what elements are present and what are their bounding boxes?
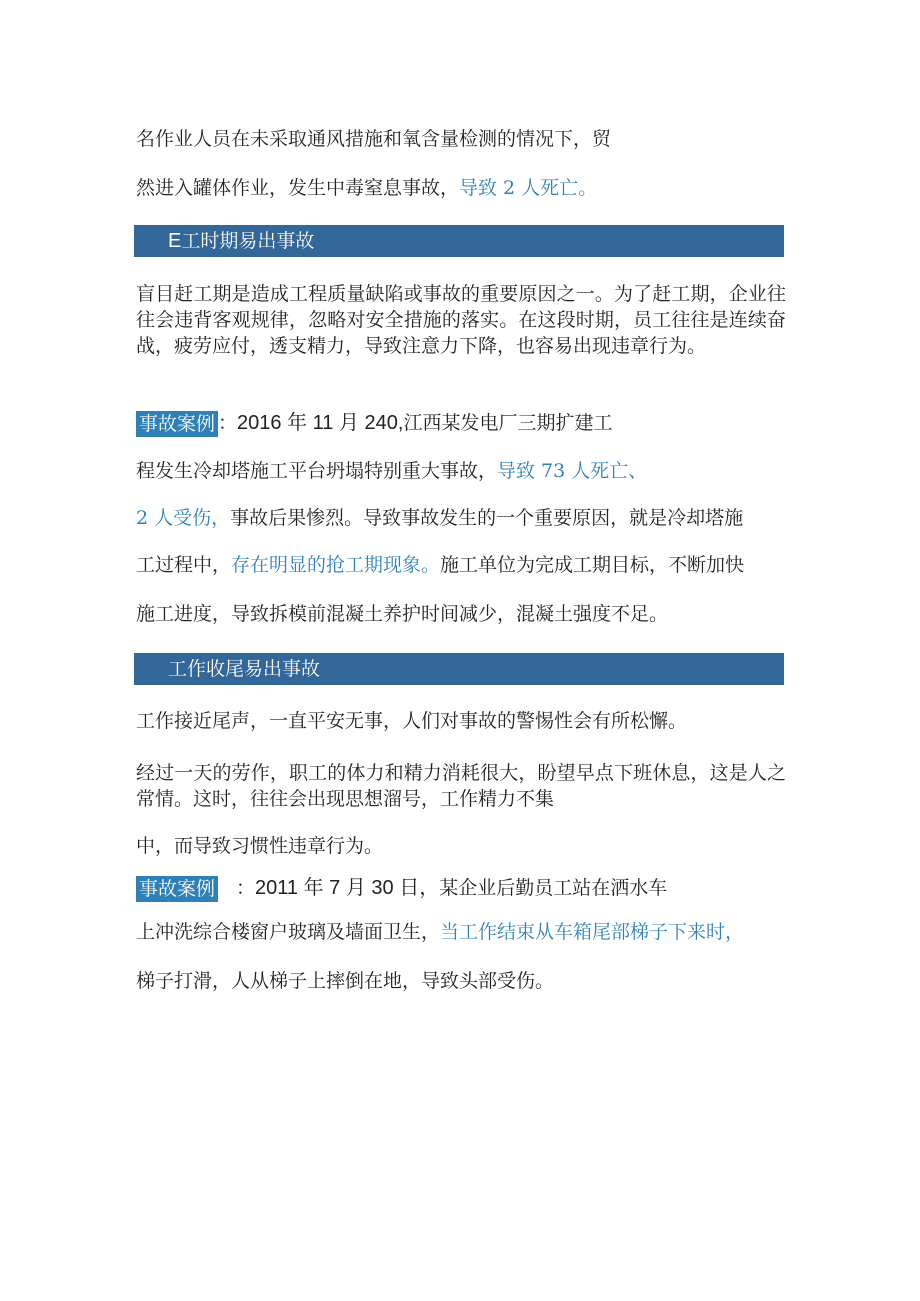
case-line-4-rest: 施工单位为完成工期目标，不断加快 (440, 554, 745, 576)
section-end-line-1: 工作接近尾声，一直平安无事，人们对事故的警惕性会有所松懈。 (136, 710, 688, 732)
section-end-case-line-2 (136, 921, 744, 943)
section-header-e-letter: E (168, 230, 182, 252)
section-header-end-title: 工作收尾易出事故 (168, 658, 321, 680)
section-e-case-line-2 (136, 460, 647, 482)
section-e-case-line-5: 施工进度，导致拆模前混凝土养护时间减少，混凝土强度不足。 (136, 603, 669, 625)
section-header-end (134, 653, 784, 685)
section-end-line-after: 中，而导致习惯性违章行为。 (136, 835, 384, 857)
case-sep-2: ： (236, 877, 256, 899)
case-sep: ： (218, 412, 238, 434)
section-end-case-line-3: 梯子打滑，人从梯子上摔倒在地，导致头部受伤。 (136, 970, 555, 992)
case-line-3-highlight: 2 人受伤， (136, 507, 231, 529)
case-date-2: 2011 年 7 月 30 日， (255, 877, 440, 899)
case-line-1-rest-2: 某企业后勤员工站在洒水车 (439, 877, 668, 899)
case-line-1-rest: 江西某发电厂三期扩建工 (403, 412, 613, 434)
intro-line-2-highlight: 导致 2 人死亡。 (459, 177, 598, 199)
case-line-4-highlight: 存在明显的抢工期现象。 (231, 554, 441, 576)
case-line-4-text: 工过程中， (136, 554, 232, 576)
case-date: 2016 年 11 月 240, (237, 412, 404, 434)
case-label-badge: 事故案例 (136, 411, 218, 437)
section-end-paragraph: 经过一天的劳作，职工的体力和精力消耗很大，盼望早点下班休息，这是人之常情。这时，往往会出现思想溜号，工作精力不集 (136, 762, 786, 810)
case-line-2-highlight-2: 当工作结束从车箱尾部梯子下来时， (440, 921, 745, 943)
case-label-badge-2: 事故案例 (136, 876, 218, 902)
section-end-case-line-1 (136, 875, 667, 902)
section-e-case-line-4 (136, 554, 744, 576)
section-header-e (134, 225, 784, 257)
intro-line-2-text: 然进入罐体作业，发生中毒窒息事故， (136, 177, 460, 199)
case-line-3-text: 事故后果惨烈。导致事故发生的一个重要原因，就是冷却塔施 (230, 507, 744, 529)
case-line-2-text: 程发生冷却塔施工平台坍塌特别重大事故， (136, 460, 498, 482)
section-header-e-title: 工时期易出事故 (181, 230, 315, 252)
section-e-case-line-3 (136, 507, 743, 529)
case-line-2-highlight: 导致 73 人死亡、 (497, 460, 648, 482)
intro-line-1: 名作业人员在未采取通风措施和氧含量检测的情况下，贸 (136, 128, 612, 150)
case-line-2-text-2: 上冲洗综合楼窗户玻璃及墙面卫生， (136, 921, 441, 943)
intro-line-2 (136, 177, 597, 199)
section-e-case-line-1 (136, 410, 612, 437)
section-e-paragraph: 盲目赶工期是造成工程质量缺陷或事故的重要原因之一。为了赶工期，企业往往会违背客观规律，忽略对安全措施的落实。在这段时期，员工往往是连续奋战，疲劳应付，透支精力，导致注意力下降，也容易出现违章行为。 (136, 283, 786, 357)
